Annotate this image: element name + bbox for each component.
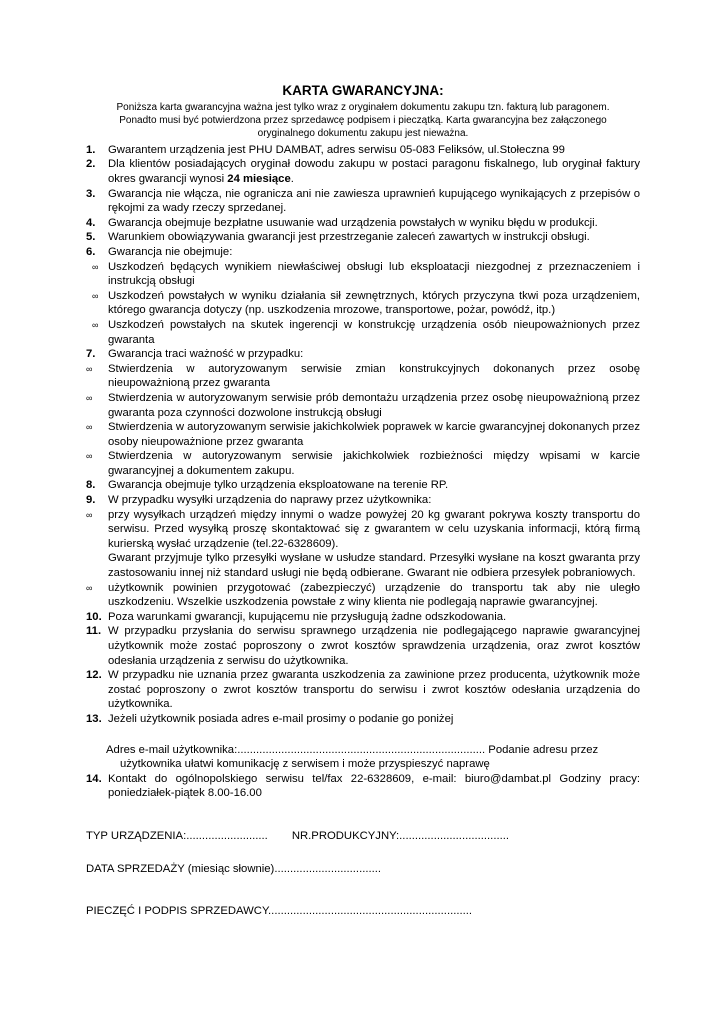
clause-5: 5. Warunkiem obowiązywania gwarancji jest przestrzeganie zaleceń zawartych w instrukcji obsługi. [86,231,590,244]
infinity-bullet-icon: ∞ [86,422,93,433]
list-item: ∞ Uszkodzeń będących wynikiem niewłaściwej obsługi lub eksploatacji niezgodnej z przeznaczeniem i instrukcją obsługi [92,260,640,288]
clause-12: 12. W przypadku nie uznania przez gwaranta uszkodzenia za zawinione przez producenta, użytkownik może zostać poproszony o zwrot kosztów transportu do serwisu i zwrot kosztów odesłania urządzenia do użytkownika. [86,669,640,711]
list-item: ∞ Uszkodzeń powstałych na skutek ingerencji w konstrukcję urządzenia osób nieupoważnionych przez gwaranta [92,318,640,346]
infinity-bullet-icon: ∞ [86,509,93,520]
clause-8: 8. Gwarancja obejmuje tylko urządzenia eksploatowane na terenie RP. [86,479,449,492]
infinity-bullet-icon: ∞ [92,319,99,330]
list-item: ∞ Stwierdzenia w autoryzowanym serwisie zmian konstrukcyjnych dokonanych przez osobę nieupoważnioną przez gwaranta [86,362,640,390]
clause-7: 7. Gwarancja traci ważność w przypadku: [86,348,304,361]
infinity-bullet-icon: ∞ [86,392,93,403]
infinity-bullet-icon: ∞ [92,261,99,272]
list-item: ∞ Stwierdzenia w autoryzowanym serwisie jakichkolwiek poprawek w karcie gwarancyjnej dokonanych przez osoby nieupoważnione przez gwaranta [86,421,640,448]
clause-3: 3. Gwarancja nie włącza, nie ogranicza ani nie zawiesza uprawnień kupującego wynikających z przepisów o rękojmi za wady rzeczy sprzedanej. [86,187,640,215]
clause-14: 14. Kontakt do ogólnopolskiego serwisu tel/fax 22-6328609, e-mail: biuro@dambat.pl Godziny pracy: poniedziałek-piątek 8.00-16.00 [86,772,640,800]
sale-date-field[interactable]: DATA SPRZEDAŻY (miesiąc słownie).................................. [86,863,382,875]
infinity-bullet-icon: ∞ [92,290,99,301]
list-item: ∞ przy wysyłkach urządzeń między innymi o wadze powyżej 20 kg gwarant pokrywa koszty transportu do serwisu. Przed wysyłką proszę skontaktować się z gwarantem w celu uzyskania informacji, którą firmą kurierską wysłać urządzenie (tel.22-6328609). Gwarant przyjmuje tylko przesyłki wysłane w usłudze standard. Przesyłki wysłane na koszt gwaranta przy zastosowaniu innej niż standard usługi nie będą odbierane. Gwarant nie odbiera przesyłek pobraniowych. [86,508,640,580]
infinity-bullet-icon: ∞ [86,363,93,374]
clause-13: 13. Jeżeli użytkownik posiada adres e-mail prosimy o podanie go poniżej [86,712,454,725]
device-type-field[interactable]: TYP URZĄDZENIA:.......................... [86,830,268,842]
clause-9: 9. W przypadku wysyłki urządzenia do naprawy przez użytkownika: [86,494,432,507]
email-field[interactable]: Adres e-mail użytkownika:............................................................................... Podanie adresu przez użytkownika ułatwi komunikację z serwisem i może przyspieszyć naprawę [106,743,599,771]
stamp-signature-field[interactable]: PIECZĘĆ I PODPIS SPRZEDAWCY................................................................. [86,905,473,917]
list-item: ∞ użytkownik powinien przygotować (zabezpieczyć) urządzenie do transportu tak aby nie uległo uszkodzeniu. Wszelkie uszkodzenia powstałe z winy klienta nie podlegają naprawie gwarancyjnej. [86,581,640,609]
list-item: ∞ Stwierdzenia w autoryzowanym serwisie prób demontażu urządzenia przez osobę nieupoważnioną przez gwaranta poza czynności dozwolone instrukcją obsługi [86,391,640,419]
clause-10: 10. Poza warunkami gwarancji, kupującemu nie przysługują żadne odszkodowania. [86,610,507,623]
infinity-bullet-icon: ∞ [86,582,93,593]
device-fields-row [86,830,640,842]
intro-text: Poniższa karta gwarancyjna ważna jest tylko wraz z oryginałem dokumentu zakupu tzn. fakturą lub paragonem. Ponadto musi być potwierdzona przez sprzedawcę podpisem i pieczątką. Karta gwarancyjna bez załączonego oryginalnego dokumentu zakupu jest nieważna. [116,101,610,140]
clause-6: 6. Gwarancja nie obejmuje: [86,245,233,258]
clause-1: 1. Gwarantem urządzenia jest PHU DAMBAT, adres serwisu 05-083 Feliksów, ul.Stołeczna 99 [86,143,565,156]
warranty-card [86,84,640,801]
infinity-bullet-icon: ∞ [86,451,93,462]
clause-4: 4. Gwarancja obejmuje bezpłatne usuwanie wad urządzenia powstałych w wyniku błędu w produkcji. [86,216,598,229]
list-item: ∞ Stwierdzenia w autoryzowanym serwisie jakichkolwiek rozbieżności między wpisami w karcie gwarancyjnej a dokumentem zakupu. [86,450,640,477]
page-title: KARTA GWARANCYJNA: [282,83,444,98]
clause-11: 11. W przypadku przysłania do serwisu sprawnego urządzenia nie podlegającego naprawie gwarancyjnej użytkownik może zostać poproszony o zwrot kosztów sprawdzenia urządzenia, oraz zwrot kosztów odesłania urządzenia z serwisu do użytkownika. [86,625,640,667]
list-item: ∞ Uszkodzeń powstałych w wyniku działania sił zewnętrznych, których przyczyna tkwi poza urządzeniem, którego gwarancja dotyczy (np. uszkodzenia mrozowe, transportowe, pożar, powódź, itp.) [92,289,640,317]
clause-2: 2. Dla klientów posiadających oryginał dowodu zakupu w postaci paragonu fiskalnego, lub oryginał faktury okres gwarancji wynosi 24 miesiące. [86,158,640,185]
serial-number-field[interactable]: NR.PRODUKCYJNY:................................... [291,830,510,842]
warranty-period: 24 miesiące [227,173,291,185]
